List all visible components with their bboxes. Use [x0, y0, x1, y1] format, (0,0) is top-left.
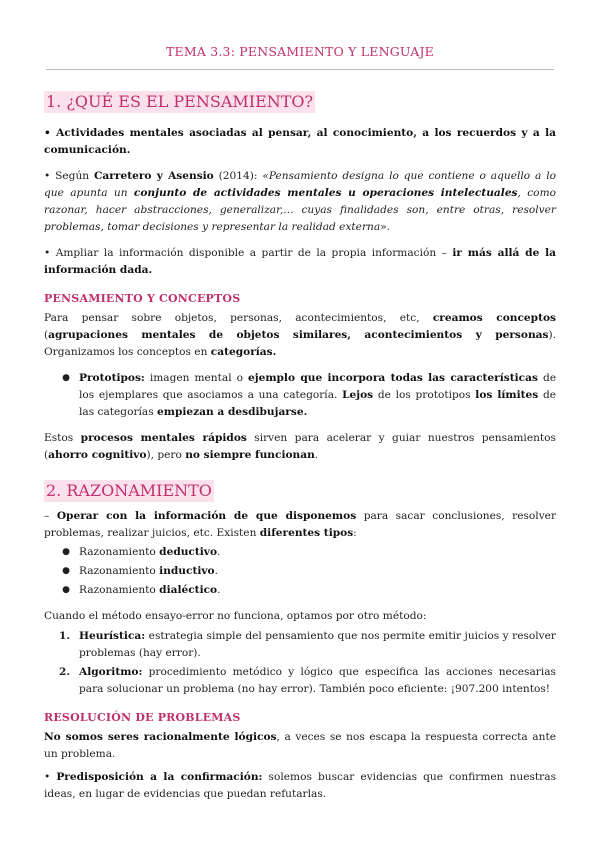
paragraph-no-somos: No somos seres racionalmente lógicos, a veces se nos escapa la respuesta correcta ante un problema.: [44, 731, 556, 760]
list-item: ● Razonamiento dialéctico.: [44, 582, 556, 599]
paragraph-actividades: • Actividades mentales asociadas al pensar, al conocimiento, a los recuerdos y a la comunicación.: [44, 127, 556, 156]
paragraph-carretero: • Según Carretero y Asensio (2014): «Pensamiento designa lo que contiene o aquello a lo que apunta un conjunto de actividades mentales u operaciones intelectuales, como razonar, hacer abstracciones, generalizar,... cuyas finalidades son, entre otras, resolver problemas, tomar decisiones y representar la realidad externa».: [44, 170, 557, 233]
bullet-icon: ●: [62, 373, 70, 383]
subheading-conceptos: PENSAMIENTO Y CONCEPTOS: [44, 292, 241, 305]
list-item: ● Prototipos: imagen mental o ejemplo que incorpora todas las características de los ejemplares que asociamos a una categoría. Lejos de los prototipos los límites de las categorías empiezan a desdibujarse.: [62, 372, 557, 418]
bullet-icon: ●: [62, 566, 70, 576]
list-item: ● Razonamiento inductivo.: [44, 563, 556, 580]
paragraph-ensayo-error: Cuando el método ensayo-error no funciona, optamos por otro método:: [44, 610, 427, 622]
razonamiento-types-list: [44, 544, 556, 599]
list-item: 2. Algoritmo: procedimiento metódico y lógico que especifica las acciones necesarias para solucionar un problema (no hay error). También poco eficiente: ¡907.200 intentos!: [59, 666, 556, 695]
subheading-problemas: RESOLUCIÓN DE PROBLEMAS: [44, 711, 241, 724]
list-item: 1. Heurística: estrategia simple del pensamiento que nos permite emitir juicios y resolver problemas (hay error).: [59, 630, 556, 659]
title-divider: [46, 69, 554, 70]
paragraph-predisposicion: • Predisposición a la confirmación: solemos buscar evidencias que confirmen nuestras ideas, en lugar de evidencias que puedan refutarlas.: [44, 771, 556, 800]
paragraph-conceptos: Para pensar sobre objetos, personas, acontecimientos, etc, creamos conceptos (agrupaciones mentales de objetos similares, acontecimientos y personas). Organizamos los conceptos en categorías.: [44, 312, 556, 358]
bullet-icon: ●: [62, 547, 70, 557]
paragraph-operar: – Operar con la información de que disponemos para sacar conclusiones, resolver problemas, realizar juicios, etc. Existen diferentes tipos:: [44, 510, 557, 539]
section-heading-pensamiento: 1. ¿QUÉ ES EL PENSAMIENTO?: [46, 92, 314, 111]
prototipos-list: [44, 370, 556, 421]
paragraph-procesos: Estos procesos mentales rápidos sirven para acelerar y guiar nuestros pensamientos (ahorro cognitivo), pero no siempre funcionan.: [44, 432, 556, 461]
bullet-icon: ●: [62, 585, 70, 595]
paragraph-ampliar: • Ampliar la información disponible a partir de la propia información – ir más allá de la información dada.: [44, 247, 556, 276]
section-heading-razonamiento: 2. RAZONAMIENTO: [46, 481, 212, 500]
document-title: TEMA 3.3: PENSAMIENTO Y LENGUAJE: [165, 44, 435, 59]
methods-list: [44, 628, 556, 698]
list-item: ● Razonamiento deductivo.: [44, 544, 556, 561]
